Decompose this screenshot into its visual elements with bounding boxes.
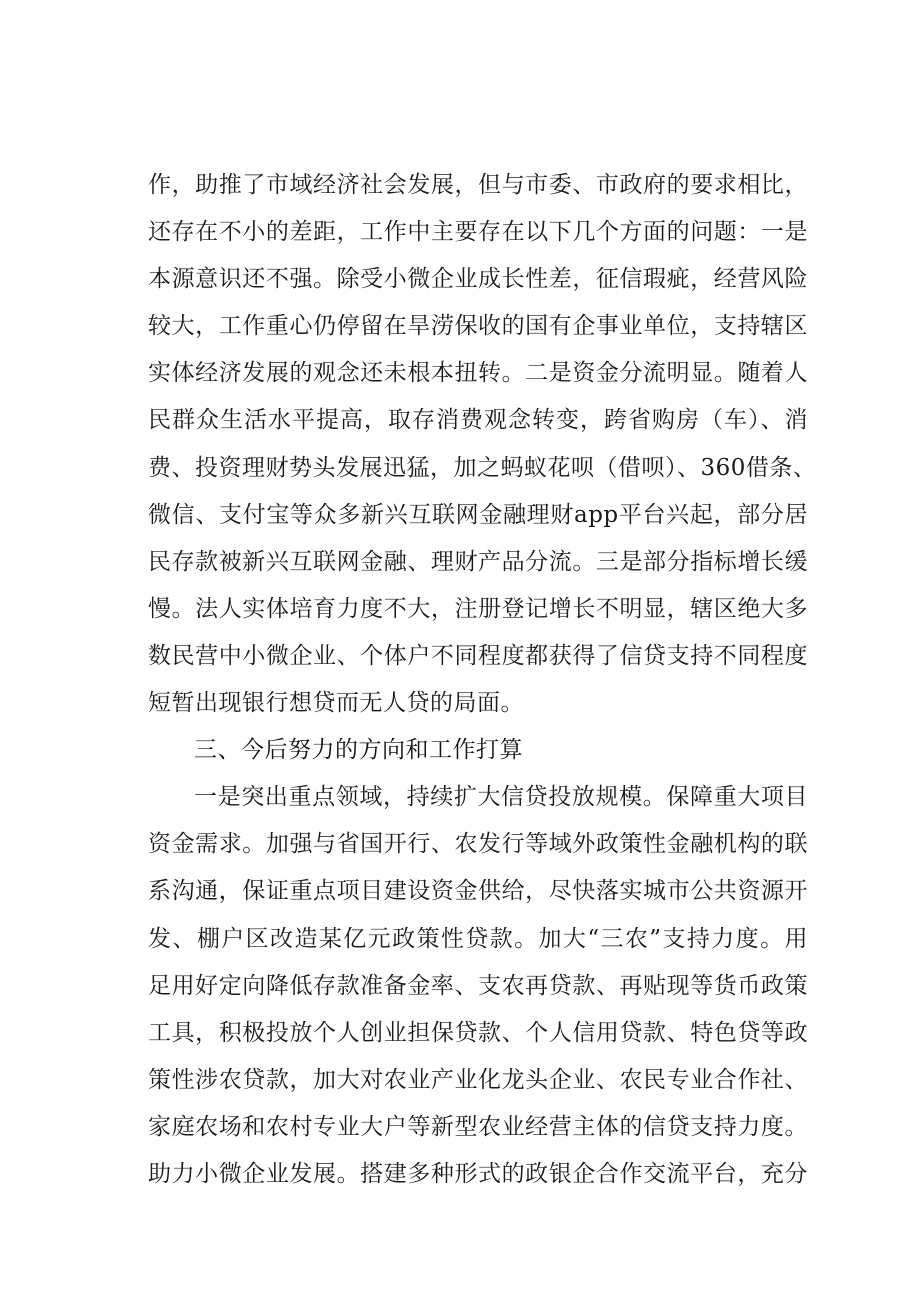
text-line: 一是突出重点领域，持续扩大信贷投放规模。保障重大项目 — [194, 784, 808, 811]
text-line: 足用好定向降低存款准备金率、支农再贷款、再贴现等货币政策 — [148, 972, 808, 999]
text-line: 资金需求。加强与省国开行、农发行等域外政策性金融机构的联 — [148, 831, 808, 858]
text-line: 较大，工作重心仍停留在旱涝保收的国有企事业单位，支持辖区 — [148, 313, 808, 340]
text-line: 民群众生活水平提高，取存消费观念转变，跨省购房（车）、消 — [148, 407, 808, 434]
text-line: 工具，积极投放个人创业担保贷款、个人信用贷款、特色贷等政 — [148, 1019, 808, 1046]
text-line: 短暂出现银行想贷而无人贷的局面。 — [148, 690, 524, 717]
text-line: 系沟通，保证重点项目建设资金供给，尽快落实城市公共资源开 — [148, 878, 808, 905]
text-line: 实体经济发展的观念还未根本扭转。二是资金分流明显。随着人 — [148, 360, 808, 387]
text-line: 微信、支付宝等众多新兴互联网金融理财app平台兴起，部分居 — [148, 501, 808, 528]
text-line: 助力小微企业发展。搭建多种形式的政银企合作交流平台，充分 — [148, 1160, 808, 1187]
text-line: 数民营中小微企业、个体户不同程度都获得了信贷支持不同程度 — [148, 642, 808, 669]
text-line: 策性涉农贷款，加大对农业产业化龙头企业、农民专业合作社、 — [148, 1066, 808, 1093]
text-line: 慢。法人实体培育力度不大，注册登记增长不明显，辖区绝大多 — [148, 595, 808, 622]
text-line: 本源意识还不强。除受小微企业成长性差，征信瑕疵，经营风险 — [148, 266, 808, 293]
text-line: 作，助推了市域经济社会发展，但与市委、市政府的要求相比， — [148, 172, 808, 198]
paragraph-plans — [148, 774, 808, 1198]
text-line: 还存在不小的差距，工作中主要存在以下几个方面的问题：一是 — [148, 219, 808, 246]
text-line: 发、棚户区改造某亿元政策性贷款。加大“三农”支持力度。用 — [148, 925, 808, 952]
text-line: 家庭农场和农村专业大户等新型农业经营主体的信贷支持力度。 — [148, 1113, 808, 1140]
paragraph-problems — [148, 162, 817, 727]
text-line: 民存款被新兴互联网金融、理财产品分流。三是部分指标增长缓 — [148, 548, 808, 575]
section-heading: 三、今后努力的方向和工作打算 — [194, 737, 523, 764]
text-line: 费、投资理财势头发展迅猛，加之蚂蚁花呗（借呗）、360借条、 — [148, 454, 817, 481]
document-body — [148, 162, 817, 1198]
